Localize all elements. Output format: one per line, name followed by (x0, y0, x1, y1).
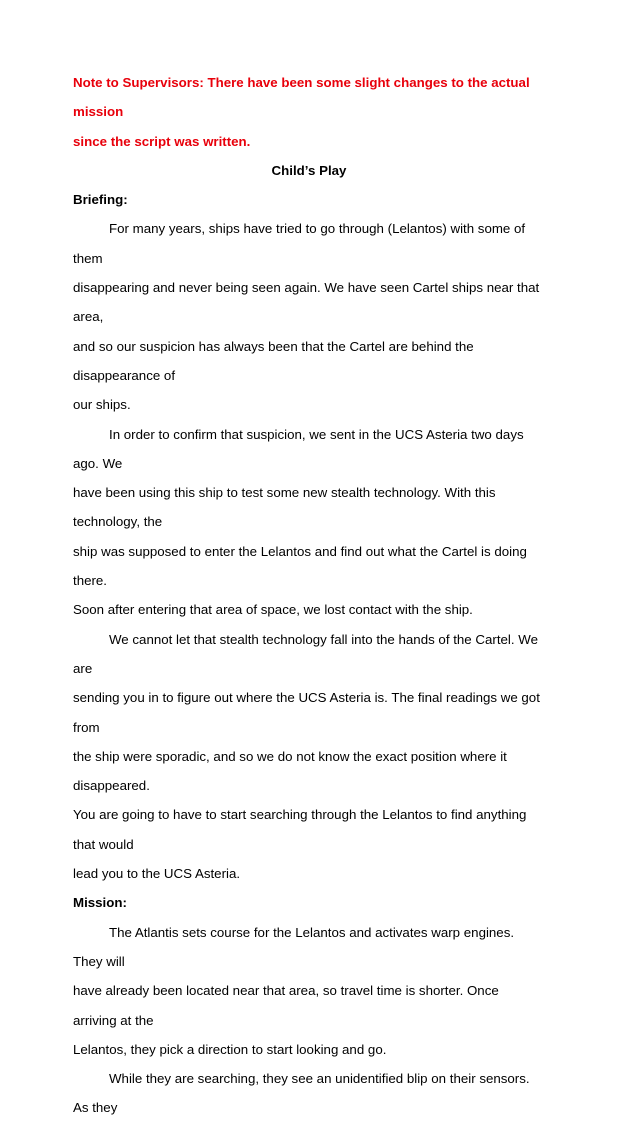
briefing-paragraph-1: For many years, ships have tried to go through (Lelantos) with some of them disappearing and never being seen again. We have seen Cartel ships near that area, and so our suspicion has always been that the Cartel are behind the disappearance of our ships. (73, 221, 540, 413)
document-body (73, 68, 545, 1123)
mission-heading: Mission: (73, 895, 127, 911)
supervisor-note-line-1: Note to Supervisors: There have been some slight changes to the actual mission (73, 75, 530, 120)
briefing-paragraph-3: We cannot let that stealth technology fall into the hands of the Cartel. We are sending you in to figure out where the UCS Asteria is. The final readings we got from the ship were sporadic, and so we do not know the exact position where it disappeared. You are going to have to start searching through the Lelantos to find anything that would lead you to the UCS Asteria. (73, 631, 540, 882)
mission-paragraph-2: While they are searching, they see an unidentified blip on their sensors. As they (73, 1071, 530, 1116)
document-title: Child’s Play (271, 162, 347, 178)
supervisor-note-line-2: since the script was written. (73, 133, 251, 149)
briefing-heading: Briefing: (73, 192, 128, 208)
mission-paragraph-1: The Atlantis sets course for the Lelantos and activates warp engines. They will have already been located near that area, so travel time is shorter. Once arriving at the Lelantos, they pick a direction to start looking and go. (73, 924, 515, 1057)
briefing-paragraph-2: In order to confirm that suspicion, we sent in the UCS Asteria two days ago. We have been using this ship to test some new stealth technology. With this technology, the ship was supposed to enter the Lelantos and find out what the Cartel is doing there. Soon after entering that area of space, we lost contact with the ship. (73, 426, 527, 618)
